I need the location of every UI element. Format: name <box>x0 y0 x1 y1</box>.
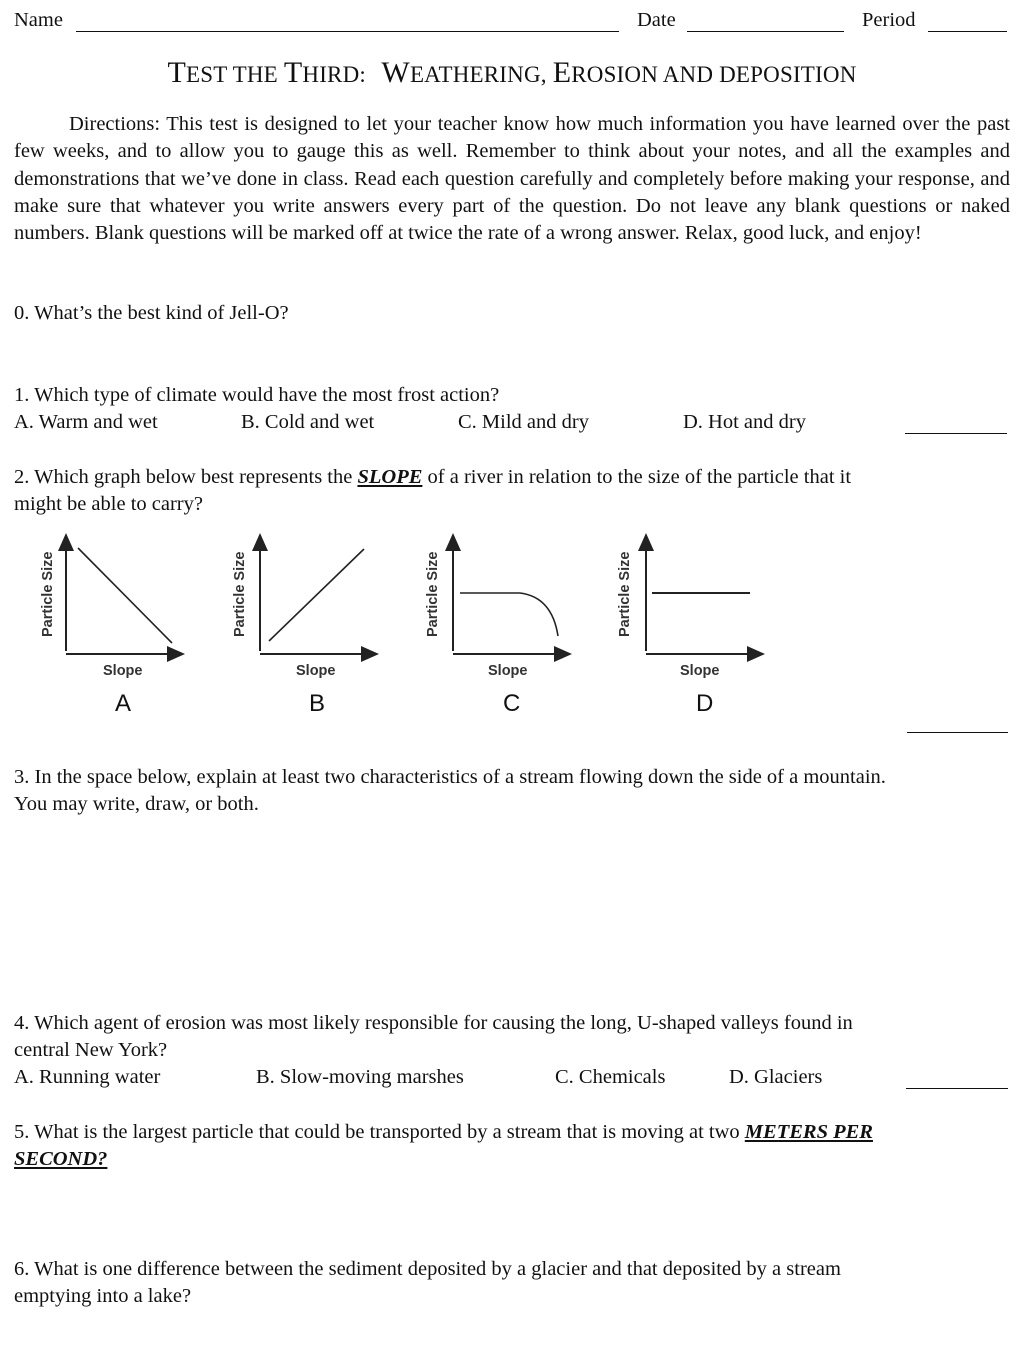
q2-emphasis: SLOPE <box>357 466 423 488</box>
q4-answer-blank[interactable] <box>906 1088 1008 1089</box>
question-2 <box>14 466 851 489</box>
question-2-line-2: might be able to carry? <box>14 493 203 515</box>
title-rest-1: EST THE <box>185 62 284 87</box>
page-title <box>0 56 1024 90</box>
q4-choice-d: D. Glaciers <box>729 1066 823 1088</box>
q2-text-before: 2. Which graph below best represents the <box>14 466 358 488</box>
graph-b-ylabel: Particle Size <box>232 551 248 637</box>
graph-b <box>226 533 396 723</box>
question-5 <box>14 1121 873 1144</box>
date-blank[interactable] <box>687 31 844 32</box>
graph-a-curve <box>78 548 172 643</box>
graph-c-letter: C <box>503 690 521 717</box>
q4-choice-a: A. Running water <box>14 1066 161 1088</box>
directions-text: Directions: This test is designed to let your teacher know how much information you have learned over the past few weeks, and to allow you to gauge this as well. Remember to think about your notes, and all the examples and demonstrations that we’ve done in class. Read each question carefully and completely before making your response, and make sure that whatever you write answers every part of the question. Do not leave any blank questions or naked numbers. Blank questions will be marked off at twice the rate of a wrong answer. Relax, good luck, and enjoy! <box>14 113 1010 245</box>
graph-d <box>612 533 782 723</box>
graph-c <box>420 533 590 723</box>
question-3-line-2: You may write, draw, or both. <box>14 793 259 815</box>
graph-c-xlabel: Slope <box>488 663 528 679</box>
graph-a-xlabel: Slope <box>103 663 143 679</box>
q5-emphasis-2: SECOND? <box>14 1148 108 1170</box>
question-4: 4. Which agent of erosion was most likely responsible for causing the long, U-shaped valleys found in <box>14 1012 853 1034</box>
name-label: Name <box>14 9 63 31</box>
question-6: 6. What is one difference between the sediment deposited by a glacier and that deposited by a stream <box>14 1258 841 1280</box>
question-5-line-2 <box>14 1148 107 1171</box>
graph-b-letter: B <box>309 690 326 717</box>
title-rest-3: EATHERING, <box>409 62 553 87</box>
graph-c-ylabel: Particle Size <box>425 551 441 637</box>
directions-paragraph <box>14 111 1010 247</box>
q1-answer-blank[interactable] <box>905 433 1007 434</box>
graph-a-letter: A <box>115 690 132 717</box>
title-rest-2: HIRD: <box>302 62 367 87</box>
graph-d-letter: D <box>696 690 714 717</box>
graph-d-ylabel: Particle Size <box>617 551 633 637</box>
question-1: 1. Which type of climate would have the most frost action? <box>14 384 500 406</box>
graph-a <box>34 533 204 723</box>
q1-choice-a: A. Warm and wet <box>14 411 158 433</box>
q2-answer-blank[interactable] <box>907 732 1008 733</box>
question-3: 3. In the space below, explain at least two characteristics of a stream flowing down the side of a mountain. <box>14 766 886 788</box>
q5-text-before: 5. What is the largest particle that could be transported by a stream that is moving at two <box>14 1121 745 1143</box>
graph-c-curve <box>460 593 558 636</box>
graph-b-curve <box>269 549 364 641</box>
title-rest-4: ROSION AND DEPOSITION <box>571 62 857 87</box>
q1-choice-c: C. Mild and dry <box>458 411 589 433</box>
q4-choice-c: C. Chemicals <box>555 1066 666 1088</box>
period-blank[interactable] <box>928 31 1007 32</box>
q5-emphasis-1: METERS PER <box>744 1121 873 1143</box>
graph-a-ylabel: Particle Size <box>40 551 56 637</box>
graph-d-xlabel: Slope <box>680 663 720 679</box>
period-label: Period <box>862 9 916 31</box>
title-cap-4: E <box>552 56 572 89</box>
question-0: 0. What’s the best kind of Jell-O? <box>14 302 289 324</box>
q4-choice-b: B. Slow-moving marshes <box>256 1066 464 1088</box>
question-6-line-2: emptying into a lake? <box>14 1285 192 1307</box>
date-label: Date <box>637 9 676 31</box>
name-blank[interactable] <box>76 31 619 32</box>
title-cap-2: T <box>283 56 303 89</box>
q2-text-after: of a river in relation to the size of the particle that it <box>422 466 852 488</box>
question-4-line-2: central New York? <box>14 1039 168 1061</box>
q1-choice-d: D. Hot and dry <box>683 411 806 433</box>
title-cap-3: W <box>381 56 410 89</box>
q1-choice-b: B. Cold and wet <box>241 411 375 433</box>
graph-b-xlabel: Slope <box>296 663 336 679</box>
title-cap-1: T <box>167 56 186 89</box>
